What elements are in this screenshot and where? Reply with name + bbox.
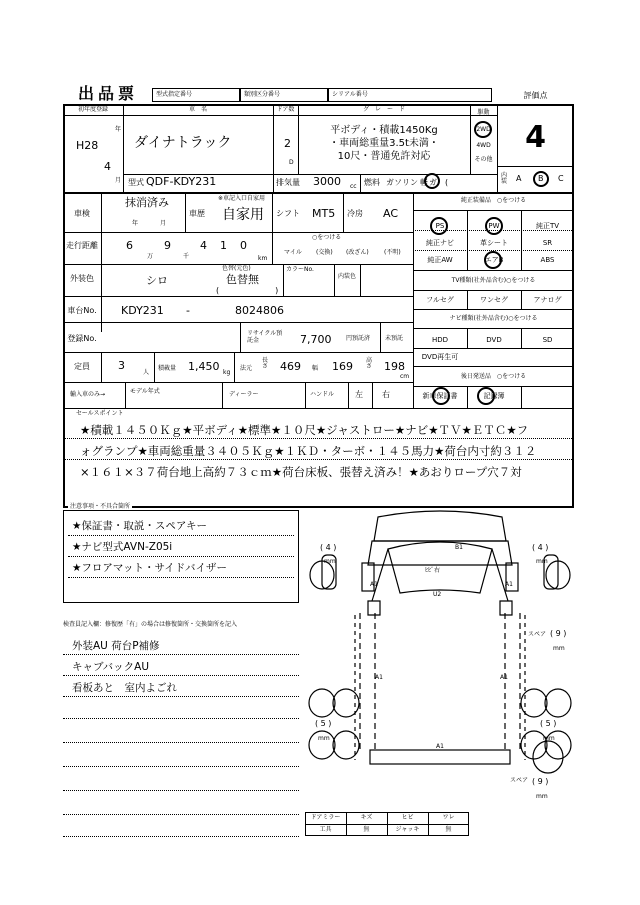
tire-fl-value: 4: [325, 543, 331, 552]
import-label: 輸入車のみ→: [70, 391, 106, 398]
mileage-sen: 千: [183, 253, 190, 260]
legend-v2: 無: [363, 826, 370, 833]
inspector-label: 検査員記入欄：修復歴「有」の場合は修復箇所・交換箇所を記入: [63, 621, 238, 628]
chassis-dash: -: [186, 304, 190, 317]
page-title: 出品票: [78, 84, 139, 103]
color-change-value: 色替無: [226, 273, 259, 286]
equip-pw-circle: [485, 217, 503, 235]
tire-rl: ( 5 ): [315, 719, 332, 728]
load-value: 1,450: [188, 360, 220, 373]
equip-pw: PW: [488, 222, 500, 230]
fuel-paren: (: [445, 178, 449, 187]
legend-h3: ヒビ: [401, 814, 414, 821]
capacity-unit: 人: [143, 369, 150, 376]
equip-ps: PS: [435, 222, 445, 230]
year-value: H28: [76, 139, 99, 152]
sales-line-1: ★積載１４５０Ｋｇ★平ボディ★標準★１０尺★ジャストロー★ナビ★ＴＶ★ＥＴＣ★フ: [80, 423, 529, 437]
equip-airbag: エアB: [484, 256, 504, 264]
usage-label: 車歴: [189, 209, 205, 218]
category-number-label: 類別区分番号: [244, 91, 281, 98]
inspection-label: 車検: [74, 209, 90, 218]
tire-rr-unit: mm: [543, 735, 555, 742]
mileage-digit-4: 1: [220, 239, 227, 252]
nav-hdd: HDD: [431, 336, 449, 344]
equip-aw: 純正AW: [427, 256, 453, 264]
diagram-a1-left: A1: [370, 581, 378, 588]
doors-d: D: [289, 159, 294, 166]
model-value: QDF-KDY231: [146, 175, 217, 188]
diagram-a1-bed-left: A1: [375, 674, 383, 681]
load-unit: kg: [223, 369, 231, 376]
sales-line-2: ォグランプ★車両総重量３４０５Ｋｇ★１ＫＤ・ターボ・１４５馬力★荷台内寸約３１２: [80, 444, 537, 458]
drive-other: その他: [474, 156, 493, 163]
mileage-digit-5: 0: [240, 239, 247, 252]
inspector-line-2: キャブバックAU: [72, 661, 150, 673]
year-unit: 年: [115, 126, 122, 133]
dim-label: 法元: [240, 365, 253, 372]
mileage-digit-3: 4: [200, 239, 207, 252]
category-number-box: [240, 88, 328, 102]
interior-b: B: [538, 174, 544, 183]
legend-v3: ジャッキ: [395, 826, 420, 833]
later-record: 記録簿: [483, 392, 505, 400]
sales-text: [80, 420, 572, 483]
tv-analog: アナログ: [533, 296, 562, 304]
doors-label: ドア数: [276, 106, 295, 113]
nav-dvd-play: DVD再生可: [421, 353, 459, 361]
drive-label: 駆動: [477, 109, 490, 116]
tv-fullseg: フルセグ: [426, 296, 454, 304]
tv-oneseg: ワンセグ: [480, 296, 508, 304]
grade-value: [300, 124, 468, 163]
grade-line-1: 平ボディ・積載1450Kg: [330, 125, 438, 136]
sales-line-3: ×１６１×３７荷台地上高約７３ｃｍ★荷台床板、張替え済み！★あおりロープ穴７対: [80, 465, 522, 479]
spare-bottom: ( 9 ): [532, 777, 549, 786]
interior-color-label: 内装色: [338, 273, 357, 280]
legend-h1: ドアミラー: [310, 814, 341, 821]
height-label: 高さ: [366, 357, 373, 370]
legend-v1: 工具: [319, 826, 332, 833]
later-title: 後日発送品 ○をつける: [460, 373, 527, 380]
equip-title: 純正装備品 ○をつける: [460, 197, 527, 204]
displacement-value: 3000: [313, 175, 341, 188]
car-name-value: ダイナトラック: [134, 135, 232, 151]
diagram-a1-right: A1: [505, 581, 513, 588]
diagram-u2: U2: [433, 591, 442, 598]
tire-rl-value: 5: [320, 719, 326, 728]
mileage-digit-1: 6: [126, 239, 133, 252]
spare-bottom-value: 9: [537, 777, 543, 786]
equip-navi: 純正ナビ: [426, 239, 454, 247]
notes-line-3: ★フロアマット・サイドバイザー: [72, 562, 228, 574]
tire-rl-unit: mm: [318, 735, 330, 742]
tire-rr-value: 5: [545, 719, 551, 728]
tire-fl-unit: mm: [324, 558, 336, 565]
fuel-gasoline: ガソリン: [386, 178, 418, 187]
meter-circle-note: ○をつける: [312, 234, 342, 241]
exterior-color-value: シロ: [146, 274, 168, 287]
height-value: 198: [384, 360, 405, 373]
tire-rr: ( 5 ): [540, 719, 557, 728]
spare-label-bottom: スペア: [510, 777, 529, 784]
diagram-a1-rear: A1: [436, 743, 444, 750]
capacity-label: 定員: [74, 362, 90, 371]
nav-dvd: DVD: [486, 336, 502, 344]
first-reg-label: 初年度登録: [77, 106, 108, 113]
interior-label: 内装: [501, 172, 508, 185]
tire-fr-unit: mm: [536, 558, 548, 565]
ac-label: 冷房: [347, 209, 363, 218]
recycle-label: リサイクル預託金: [247, 330, 283, 345]
capacity-value: 3: [118, 359, 125, 372]
recycle-status: 未預託: [385, 335, 404, 342]
fuel-ga: ガ: [429, 178, 437, 187]
model-label: 型式: [128, 178, 144, 187]
inspector-line-3: 看板あと 室内よごれ: [72, 682, 177, 694]
score-label: 評価点: [523, 91, 548, 100]
fuel-circle: [424, 173, 440, 189]
model-year-label: モデル年式: [130, 388, 160, 395]
grade-label: グ レ ー ド: [362, 106, 405, 113]
spare-top: ( 9 ): [550, 629, 567, 638]
legend-h4: ワレ: [442, 814, 455, 821]
dim-unit: cm: [400, 373, 410, 380]
handle-label: ハンドル: [310, 391, 335, 398]
notes-text: [72, 516, 227, 579]
interior-b-circle: [533, 171, 549, 187]
handle-right: 右: [382, 390, 390, 399]
interior-a: A: [516, 174, 522, 183]
legend-h2: キズ: [360, 814, 373, 821]
nav-title: ナビ種類(社外品含む)○をつける: [449, 315, 538, 322]
length-value: 469: [280, 360, 301, 373]
spare-top-value: 9: [555, 629, 561, 638]
notes-line-2: ★ナビ型式AVN-Z05i: [72, 541, 173, 553]
inspector-line-1: 外装AU 荷台P補修: [72, 640, 160, 652]
shift-label: シフト: [276, 209, 300, 218]
mileage-digit-2: 9: [164, 239, 171, 252]
tv-title: TV種類(社外品含む)○をつける: [451, 277, 536, 284]
inspection-month: 月: [160, 220, 167, 227]
recycle-unit: 円預託済: [346, 335, 371, 342]
serial-number-label: シリアル番号: [332, 91, 368, 98]
month-value: 4: [104, 160, 111, 173]
displacement-unit: cc: [350, 183, 357, 190]
score-value: 4: [525, 120, 546, 155]
shift-value: MT5: [312, 207, 336, 220]
notes-line-1: ★保証書・取説・スペアキー: [72, 520, 207, 532]
grade-line-2: ・車両総重量3.5t未満・: [329, 138, 439, 149]
tire-fl: ( 4 ): [320, 543, 337, 552]
diagram-hbi: ﾋﾋﾞ右: [425, 567, 441, 574]
usage-note: ※車記入口自家用: [218, 195, 266, 202]
grade-line-3: 10尺・普通免許対応: [337, 151, 431, 162]
diagram-a1-bed-right: A1: [500, 674, 508, 681]
inspection-year: 年: [132, 220, 139, 227]
chassis-label: 車台No.: [67, 306, 97, 315]
later-warranty-circle: [432, 387, 450, 405]
registration-label: 登録No.: [67, 334, 97, 343]
inspector-text: [72, 636, 177, 699]
tire-fr: ( 4 ): [532, 543, 549, 552]
type-designation-label: 型式指定番号: [156, 91, 193, 98]
drive-2wd-circle: [474, 121, 492, 138]
meter-tampered: (改ざん): [346, 249, 369, 256]
sales-label: セールスポイント: [76, 410, 124, 417]
usage-value: 自家用: [222, 207, 264, 223]
tire-fr-value: 4: [537, 543, 543, 552]
equip-leather: 革シート: [480, 239, 508, 247]
spare-label-top: スペア: [528, 631, 547, 638]
interior-c: C: [558, 174, 564, 183]
serial-number-box: [328, 88, 492, 102]
equip-sr: SR: [542, 239, 553, 247]
color-paren: ( ): [216, 286, 279, 295]
month-unit: 月: [115, 177, 122, 184]
mileage-unit: km: [258, 255, 268, 262]
mileage-label: 走行距離: [66, 241, 98, 250]
length-label: 長さ: [262, 357, 269, 370]
inspection-value: 抹消済み: [125, 196, 169, 209]
fuel-label: 燃料: [364, 178, 380, 187]
ac-value: AC: [383, 207, 399, 220]
dealer-label: ディーラー: [229, 391, 259, 398]
equip-airbag-circle: [484, 251, 502, 269]
meter-mile: マイル: [284, 249, 302, 256]
type-designation-box: [152, 88, 240, 102]
chassis-number: 8024806: [235, 304, 284, 317]
meter-unknown: (不明): [384, 249, 401, 256]
chassis-model: KDY231: [121, 304, 164, 317]
spare-top-unit: mm: [553, 645, 565, 652]
width-value: 169: [332, 360, 353, 373]
width-label: 幅: [312, 365, 319, 372]
car-name-label: 車 名: [188, 106, 207, 113]
load-label: 積載量: [158, 365, 177, 372]
exterior-color-label: 外装色: [70, 274, 94, 283]
equip-ps-circle: [430, 217, 448, 235]
equip-tv: 純正TV: [535, 222, 560, 230]
fuel-kei: 軽: [420, 178, 428, 187]
equip-abs: ABS: [540, 256, 555, 264]
mileage-man: 万: [147, 253, 154, 260]
nav-sd: SD: [542, 336, 553, 344]
legend-v4: 無: [445, 826, 452, 833]
later-warranty: 新車保証書: [422, 392, 458, 400]
doors-value: 2: [284, 137, 291, 150]
color-no-label: カラーNo.: [286, 266, 314, 273]
recycle-value: 7,700: [300, 333, 332, 346]
drive-2wd: 2WD: [476, 126, 491, 133]
notes-label: 注意事項・不具合箇所: [70, 503, 131, 510]
diagram-b1: B1: [455, 544, 463, 551]
spare-bottom-unit: mm: [536, 793, 548, 800]
drive-4wd: 4WD: [476, 142, 491, 149]
displacement-label: 排気量: [276, 178, 300, 187]
color-change-label: 色替(元色): [222, 265, 251, 272]
handle-left: 左: [355, 390, 363, 399]
later-record-circle: [477, 387, 495, 405]
meter-exchange: (交換): [316, 249, 333, 256]
